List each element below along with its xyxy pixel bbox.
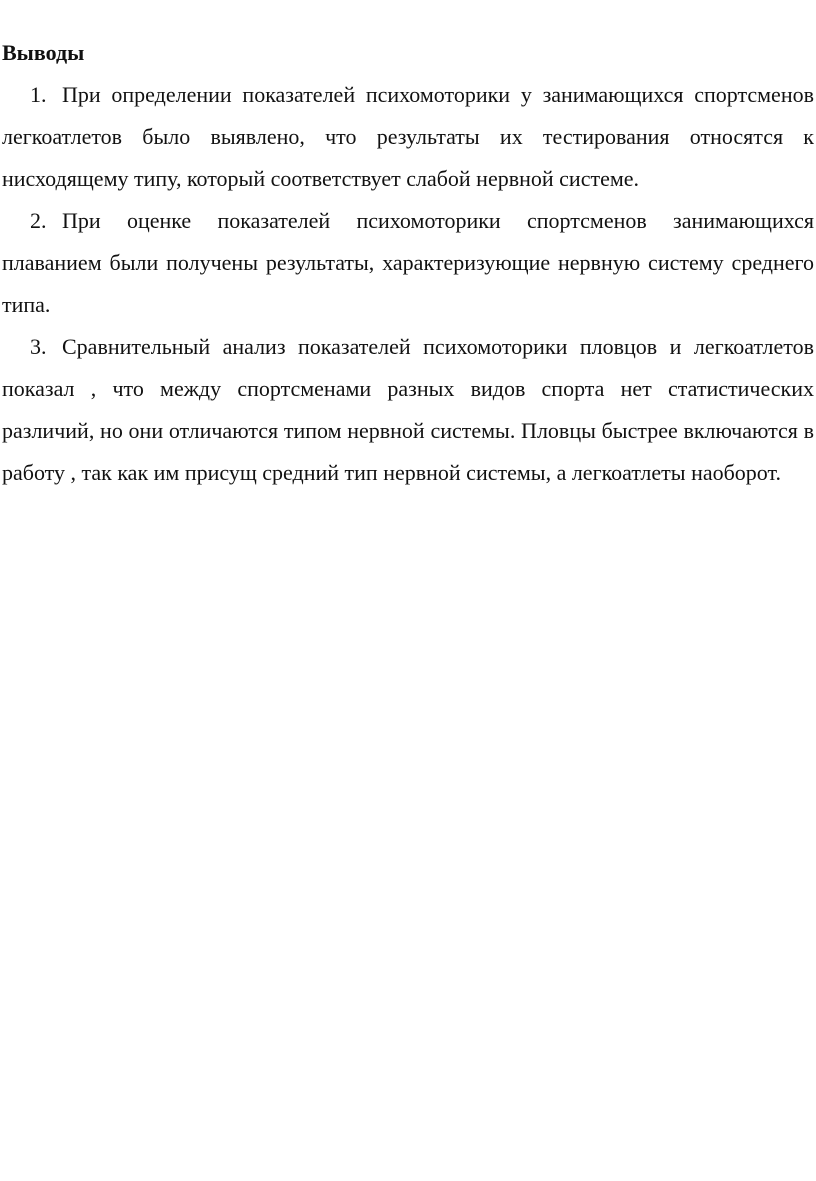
item-text: При определении показателей психомоторики у занимающихся спортсменов легкоатлетов было выявлено, что результаты их тестирования относятся к нисходящему типу, который соответствует слабой нервной системе. (2, 82, 814, 191)
conclusion-item-3 (2, 326, 814, 494)
item-number: 2. (30, 208, 47, 233)
item-number: 1. (30, 82, 47, 107)
section-heading: Выводы (2, 40, 85, 65)
item-number: 3. (30, 334, 47, 359)
conclusion-item-1 (2, 74, 814, 200)
item-text: Сравнительный анализ показателей психомоторики пловцов и легкоатлетов показал , что между спортсменами разных видов спорта нет статистических различий, но они отличаются типом нервной системы. Пловцы быстрее включаются в работу , так как им присущ средний тип нервной системы, а легкоатлеты наоборот. (2, 334, 814, 485)
conclusion-item-2 (2, 200, 814, 326)
item-text: При оценке показателей психомоторики спортсменов занимающихся плаванием были получены результаты, характеризующие нервную систему среднего типа. (2, 208, 814, 317)
